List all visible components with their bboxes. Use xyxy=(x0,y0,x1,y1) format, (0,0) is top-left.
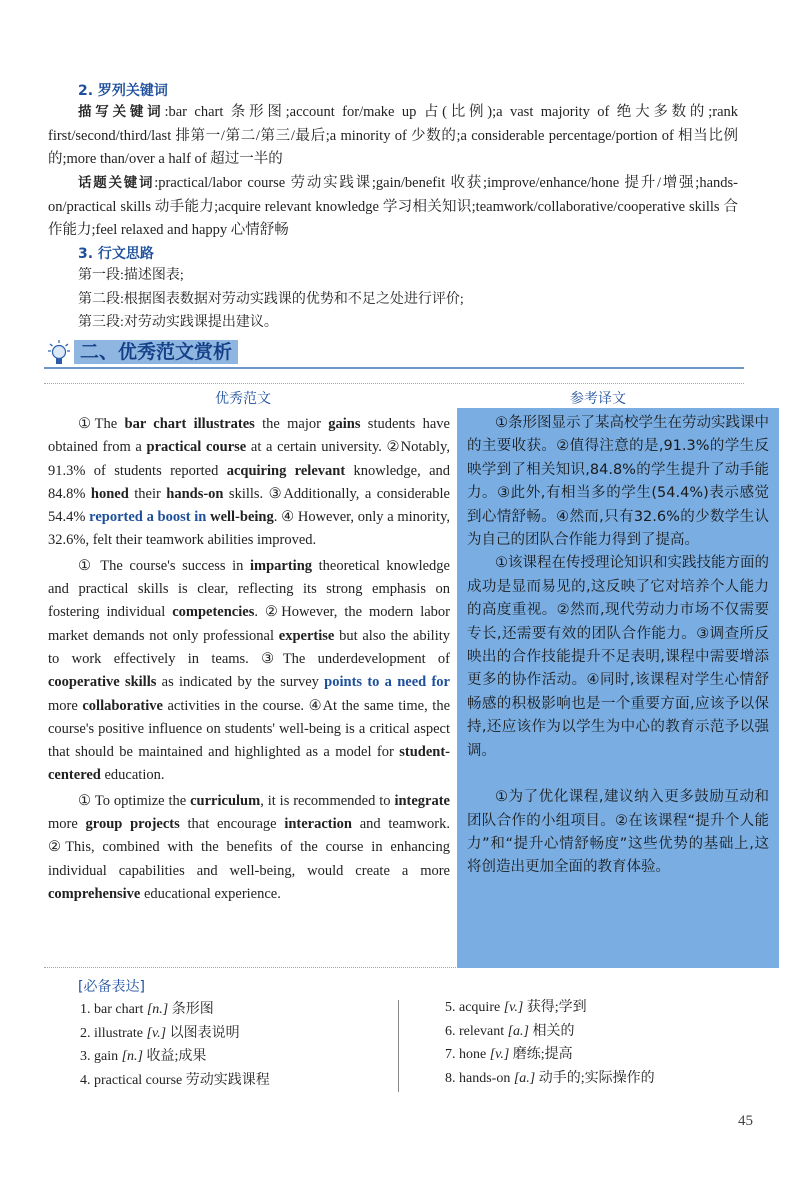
page-number: 45 xyxy=(738,1113,753,1129)
text-run: , it is recommended to xyxy=(260,792,395,809)
highlighted-phrase: points to a need for xyxy=(324,674,450,691)
essay-title: 优秀范文 xyxy=(215,391,271,407)
description-keywords-text: :bar chart 条形图;account for/make up 占(比例);a vast majority of 绝大多数的;rank first/second/third/last 排第一/第二/第三/最后;a minority of 少数的;a considerable percentage/portion of 相当比例的;more than/over a half of 超过一半的 xyxy=(48,104,739,167)
outline-step: 第一段:描述图表; xyxy=(78,268,184,283)
vocab-meaning: 动手的;实际操作的 xyxy=(535,1070,655,1086)
vocab-term: 4. practical course xyxy=(80,1072,183,1088)
vocab-list-right xyxy=(445,996,655,1090)
divider xyxy=(44,383,744,384)
text-run: activities in the course. ④At the same time, the course's positive influence on students' well-being is a critical aspect that should be maintained and highlighted as a model for xyxy=(48,697,450,761)
vocab-item xyxy=(80,1045,270,1069)
divider xyxy=(44,967,744,968)
banner-title: 二、优秀范文赏析 xyxy=(74,340,238,364)
bold-phrase: integrate xyxy=(394,792,450,809)
vocab-item xyxy=(80,1069,270,1093)
text-run: . ④ However, only a minority, 32.6%, felt their teamwork abilities improved. xyxy=(48,509,451,549)
translation-paragraph: ①条形图显示了某高校学生在劳动实践课中的主要收获。②值得注意的是,91.3%的学生反映学到了相关知识,84.8%的学生提升了动手能力。③此外,有相当多的学生(54.4%)表示感觉到心情舒畅。④然而,只有32.6%的少数学生认为自己的团队合作能力得到了提高。 xyxy=(467,415,769,549)
translation-paragraph: ①为了优化课程,建议纳入更多鼓励互动和团队合作的小组项目。②在该课程“提升个人能力”和“提升心情舒畅度”这些优势的基础上,这将创造出更加全面的教育体验。 xyxy=(467,789,769,876)
lightbulb-icon xyxy=(48,340,70,366)
banner-rule xyxy=(44,367,744,369)
text-run: skills. ③Additionally, a considerable 54.4% xyxy=(48,485,450,526)
vocab-term: 6. relevant xyxy=(445,1023,508,1039)
section-heading-keywords: 2. 罗列关键词 xyxy=(78,83,168,99)
vocab-meaning: 条形图 xyxy=(168,1002,214,1017)
vocab-term: 2. illustrate xyxy=(80,1025,147,1041)
bold-phrase: practical course xyxy=(146,439,247,456)
bold-phrase: bar chart illustrates xyxy=(124,416,255,432)
topic-keywords-text: :practical/labor course 劳动实践课;gain/benefit 收获;improve/enhance/hone 提升/增强;hands-on/practical skills 动手能力;acquire relevant knowledge 学习相关知识;teamwork/collaborative/cooperative skills 合作能力;feel relaxed and happy 心情舒畅 xyxy=(48,175,738,238)
text-run: students have obtained from a xyxy=(48,416,450,456)
topic-keywords-label: 话题关键词 xyxy=(78,175,155,191)
translation-box xyxy=(457,408,779,968)
section-banner xyxy=(44,338,744,368)
description-keywords xyxy=(48,101,738,172)
text-run: that encourage xyxy=(179,816,285,833)
text-run: theoretical knowledge and practical skills is clear, reflecting its strong emphasis on fostering individual xyxy=(48,557,450,621)
bold-phrase: well-being xyxy=(210,509,274,526)
section-heading-outline: 3. 行文思路 xyxy=(78,246,154,262)
vocab-pos: [a.] xyxy=(513,1070,536,1086)
bold-phrase: group projects xyxy=(85,816,180,833)
vocab-item xyxy=(445,1043,655,1067)
text-run: ① To optimize the xyxy=(78,792,191,809)
vocab-term: 1. bar chart xyxy=(80,1002,147,1017)
vocab-item xyxy=(445,1067,655,1091)
bold-phrase: interaction xyxy=(284,816,352,833)
text-run: and teamwork. ②This, combined with the benefits of the course in enhancing individual capabilities and well-being, would create a more xyxy=(48,816,450,879)
text-run: knowledge, and 84.8% xyxy=(48,462,451,502)
bold-phrase: curriculum xyxy=(190,792,261,809)
bold-phrase: gains xyxy=(328,416,361,432)
vocab-pos: [v.] xyxy=(146,1025,167,1041)
text-run: more xyxy=(48,816,86,833)
vocab-pos: [v.] xyxy=(489,1047,510,1062)
description-keywords-label: 描写关键词 xyxy=(78,104,165,120)
bold-phrase: honed xyxy=(90,485,129,502)
text-run: as indicated by the survey xyxy=(156,674,325,691)
text-run: the major xyxy=(254,416,329,432)
text-run: more xyxy=(48,697,83,714)
outline-steps xyxy=(78,264,464,335)
text-run: their xyxy=(128,485,167,502)
bold-phrase: collaborative xyxy=(82,697,163,714)
text-run: but also the ability to work effectively in teams. ③The underdevelopment of xyxy=(48,627,450,667)
expressions-title: [必备表达] xyxy=(78,979,145,995)
vocab-meaning: 磨练;提高 xyxy=(509,1047,573,1062)
vocab-pos: [a.] xyxy=(507,1023,529,1039)
bold-phrase: acquiring relevant xyxy=(226,462,346,479)
bold-phrase: competencies xyxy=(172,604,255,621)
essay-paragraph xyxy=(48,790,450,906)
text-run: at a certain university. ②Notably, 91.3% of students reported xyxy=(48,439,450,479)
outline-step: 第二段:根据图表数据对劳动实践课的优势和不足之处进行评价; xyxy=(78,291,464,307)
model-essay xyxy=(48,413,450,908)
topic-keywords xyxy=(48,172,738,243)
essay-paragraph xyxy=(48,555,450,788)
vocab-pos: [n.] xyxy=(121,1049,144,1064)
text-run: education. xyxy=(100,767,165,784)
vocab-term: 3. gain xyxy=(80,1049,122,1064)
vocab-item xyxy=(80,998,270,1022)
text-run: educational experience. xyxy=(140,885,281,902)
outline-step: 第三段:对劳动实践课提出建议。 xyxy=(78,315,278,330)
vocab-meaning: 劳动实践课程 xyxy=(182,1072,270,1088)
bold-phrase: expertise xyxy=(278,627,335,644)
vocab-term: 8. hands-on xyxy=(445,1070,514,1086)
text-run: ①The xyxy=(78,416,125,432)
vocab-term: 5. acquire xyxy=(445,1000,504,1015)
bold-phrase: hands-on xyxy=(166,485,224,502)
highlighted-phrase: reported a boost in xyxy=(89,509,207,526)
vocab-item xyxy=(80,1022,270,1046)
vocab-term: 7. hone xyxy=(445,1047,490,1062)
vocab-meaning: 获得;学到 xyxy=(523,1000,587,1015)
vocab-item xyxy=(445,1020,655,1044)
text-run: ① The course's success in xyxy=(78,557,250,574)
column-divider xyxy=(398,1000,399,1092)
vocab-meaning: 以图表说明 xyxy=(166,1025,240,1041)
bold-phrase: comprehensive xyxy=(48,885,141,902)
vocab-pos: [v.] xyxy=(503,1000,524,1015)
essay-paragraph xyxy=(48,413,450,553)
vocab-item xyxy=(445,996,655,1020)
vocab-meaning: 收益;成果 xyxy=(143,1049,207,1064)
bold-phrase: cooperative skills xyxy=(48,674,157,691)
translation-title: 参考译文 xyxy=(570,391,626,407)
bold-phrase: student-centered xyxy=(48,744,450,784)
vocab-meaning: 相关的 xyxy=(529,1023,575,1039)
translation-paragraph: ①该课程在传授理论知识和实践技能方面的成功是显而易见的,这反映了它对培养个人能力的高度重视。②然而,现代劳动力市场不仅需要专长,还需要有效的团队合作能力。③调查所反映出的合作技能提升不足表明,课程中需要增添更多的协作活动。④同时,该课程对学生心情舒畅感的积极影响也是一个重要方面,应该予以保持,还应该作为以学生为中心的教育示范予以强调。 xyxy=(467,555,769,759)
text-run: . ②However, the modern labor market demands not only professional xyxy=(48,604,451,644)
bold-phrase: imparting xyxy=(250,557,313,574)
vocab-list-left xyxy=(80,998,270,1092)
vocab-pos: [n.] xyxy=(146,1002,169,1017)
